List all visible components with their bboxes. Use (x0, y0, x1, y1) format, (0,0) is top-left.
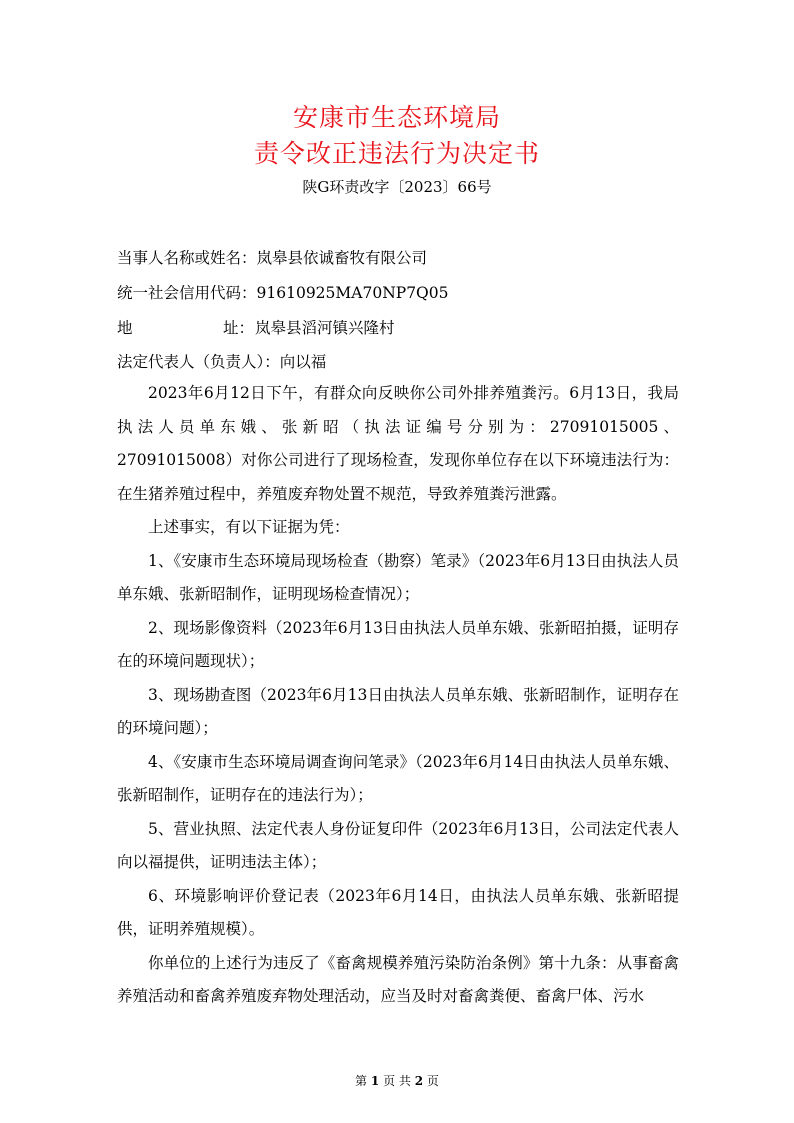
address-value: 岚皋县滔河镇兴隆村 (255, 319, 395, 337)
credit-code-label: 统一社会信用代码： (117, 284, 257, 302)
evidence-item: 5、营业执照、法定代表人身份证复印件（2023年6月13日，公司法定代表人向以福提供，证明违法主体）； (117, 819, 679, 871)
evidence-item: 2、现场影像资料（2023年6月13日由执法人员单东娥、张新昭拍摄，证明存在的环境问题现状）； (117, 618, 679, 670)
address-label-end: 址： (223, 319, 255, 337)
footer-total-pages: 2 (414, 1074, 424, 1088)
violation-paragraph: 你单位的上述行为违反了《畜禽规模养殖污染防治条例》第十九条：从事畜禽养殖活动和畜禽养殖废弃物处理活动，应当及时对畜禽粪便、畜禽尸体、污水 (117, 953, 679, 1005)
credit-code-line (117, 281, 448, 303)
evidence-item: 1、《安康市生态环境局现场检查（勘察）笔录》（2023年6月13日由执法人员单东娥、张新昭制作，证明现场检查情况）； (117, 551, 679, 603)
legal-rep-line (117, 350, 326, 372)
footer-suffix: 页 (426, 1074, 439, 1088)
evidence-item: 3、现场勘查图（2023年6月13日由执法人员单东娥、张新昭制作，证明存在的环境问题）； (117, 685, 679, 737)
address-line (117, 316, 395, 338)
issuing-authority: 安康市生态环境局 (292, 103, 501, 132)
document-title: 责令改正违法行为决定书 (253, 139, 540, 168)
evidence-item: 4、《安康市生态环境局调查询问笔录》（2023年6月14日由执法人员单东娥、张新昭制作，证明存在的违法行为）； (117, 752, 679, 804)
footer-prefix: 第 (355, 1074, 368, 1088)
address-label (117, 316, 255, 338)
footer-middle: 页 共 (383, 1074, 411, 1088)
footer-page-number: 1 (370, 1074, 380, 1088)
party-name-value: 岚皋县依诚畜牧有限公司 (256, 249, 428, 267)
party-name-line (117, 246, 427, 268)
evidence-item: 6、环境影响评价登记表（2023年6月14日，由执法人员单东娥、张新昭提供，证明养殖规模）。 (117, 886, 679, 938)
legal-rep-label: 法定代表人（负责人）： (117, 353, 280, 371)
evidence-intro: 上述事实，有以下证据为凭： (148, 518, 350, 536)
document-body (117, 377, 679, 1014)
legal-rep-value: 向以福 (279, 353, 327, 371)
page-footer (0, 1072, 794, 1089)
address-label-start: 地 (117, 319, 133, 337)
document-number: 陕G环责改字〔2023〕66号 (302, 178, 492, 196)
credit-code-value: 91610925MA70NP7Q05 (256, 284, 449, 302)
party-name-label: 当事人名称或姓名： (117, 249, 257, 267)
facts-paragraph: 2023年6月12日下午，有群众向反映你公司外排养殖粪污。6月13日，我局执法人员单东娥、张新昭（执法证编号分别为：27091015005、27091015008）对你公司进行了现场检查，发现你单位存在以下环境违法行为：在生猪养殖过程中，养殖废弃物处置不规范，导致养殖粪污泄露。 (117, 384, 679, 503)
